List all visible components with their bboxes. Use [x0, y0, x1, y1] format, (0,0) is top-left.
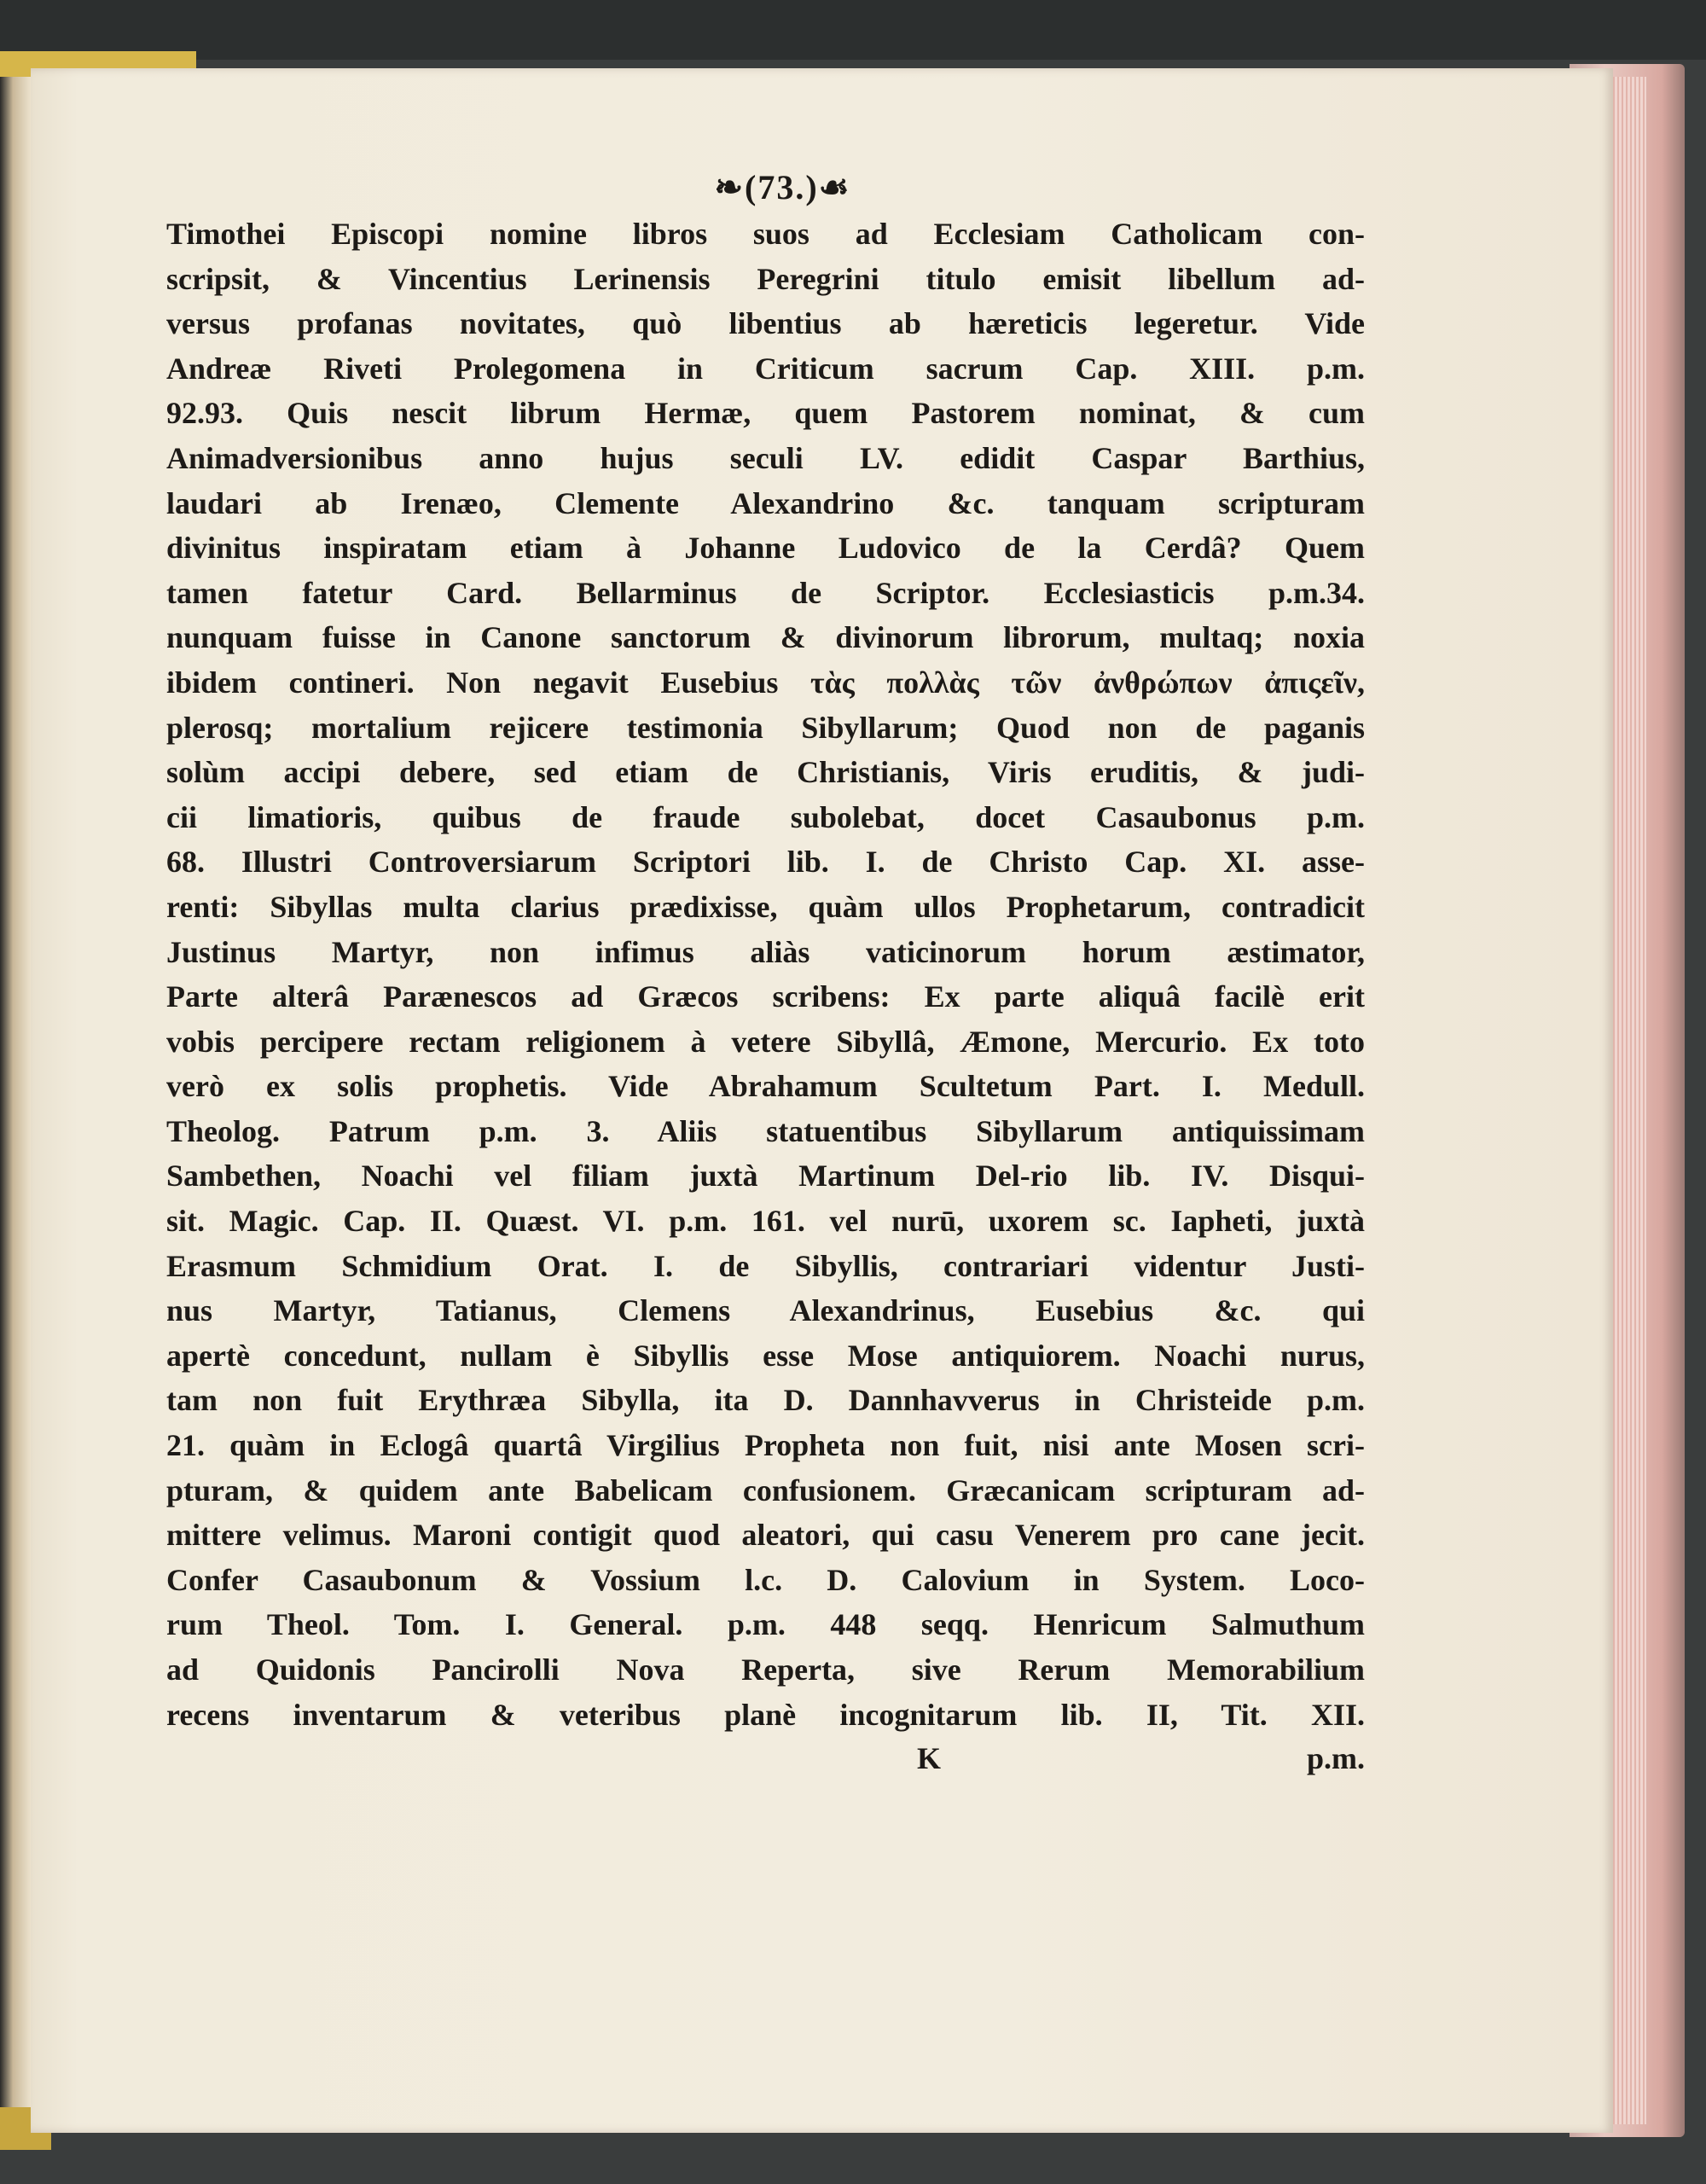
text-line: pturam, & quidem ante Babelicam confusionem. Græcanicam scripturam ad- — [166, 1472, 1365, 1507]
text-line: 68. Illustri Controversiarum Scriptori lib. I. de Christo Cap. XI. asse- — [166, 845, 1365, 880]
text-line: verò ex solis prophetis. Vide Abrahamum Scultetum Part. I. Medull. — [166, 1069, 1365, 1104]
catchword: p.m. — [1306, 1741, 1365, 1776]
book-spine — [0, 51, 32, 2146]
text-line: Animadversionibus anno hujus seculi LV. edidit Caspar Barthius, — [166, 440, 1365, 475]
text-line: 92.93. Quis nescit librum Hermæ, quem Pastorem nominat, & cum — [166, 396, 1365, 431]
text-line: Timothei Episcopi nomine libros suos ad Ecclesiam Catholicam con- — [166, 217, 1365, 251]
text-line: solùm accipi debere, sed etiam de Christianis, Viris eruditis, & judi- — [166, 755, 1365, 790]
text-line: Erasmum Schmidium Orat. I. de Sibyllis, contrariari videntur Justi- — [166, 1248, 1365, 1283]
text-line: cii limatioris, quibus de fraude subolebat, docet Casaubonus p.m. — [166, 799, 1365, 834]
text-line: scripsit, & Vincentius Lerinensis Peregrini titulo emisit libellum ad- — [166, 261, 1365, 296]
page-footer — [166, 1737, 1365, 1780]
page-stack-edge — [1610, 77, 1646, 2124]
text-lines — [166, 212, 1365, 1737]
text-line: ad Quidonis Pancirolli Nova Reperta, sive Rerum Memorabilium — [166, 1653, 1365, 1687]
text-line: laudari ab Irenæo, Clemente Alexandrino &c. tanquam scripturam — [166, 485, 1365, 520]
text-line: Andreæ Riveti Prolegomena in Criticum sacrum Cap. XIII. p.m. — [166, 351, 1365, 386]
text-line: plerosq; mortalium rejicere testimonia Sibyllarum; Quod non de paganis — [166, 710, 1365, 745]
text-line: rum Theol. Tom. I. General. p.m. 448 seqq. Henricum Salmuthum — [166, 1607, 1365, 1642]
text-line: Justinus Martyr, non infimus aliàs vaticinorum horum æstimator, — [166, 934, 1365, 969]
text-line: mittere velimus. Maroni contigit quod aleatori, qui casu Venerem pro cane jecit. — [166, 1518, 1365, 1553]
text-line: vobis percipere rectam religionem à vetere Sibyllâ, Æmone, Mercurio. Ex toto — [166, 1024, 1365, 1059]
text-line: ibidem contineri. Non negavit Eusebius τὰς πολλὰς τῶν ἀνθρώπων ἀπιςεῖν, — [166, 665, 1365, 700]
signature-mark: K — [917, 1741, 942, 1776]
background-top — [0, 0, 1706, 60]
text-line: tam non fuit Erythræa Sibylla, ita D. Dannhavverus in Christeide p.m. — [166, 1383, 1365, 1418]
text-line: recens inventarum & veteribus planè incognitarum lib. II, Tit. XII. — [166, 1697, 1365, 1732]
page-number-header: ❧(73.)☙ — [714, 168, 851, 206]
text-line: 21. quàm in Eclogâ quartâ Virgilius Propheta non fuit, nisi ante Mosen scri- — [166, 1428, 1365, 1463]
text-line: Sambethen, Noachi vel filiam juxtà Martinum Del-rio lib. IV. Disqui- — [166, 1159, 1365, 1194]
text-line: Theolog. Patrum p.m. 3. Aliis statuentibus Sibyllarum antiquissimam — [166, 1113, 1365, 1148]
text-line: Confer Casaubonum & Vossium l.c. D. Calovium in System. Loco- — [166, 1562, 1365, 1597]
text-line: renti: Sibyllas multa clarius prædixisse, quàm ullos Prophetarum, contradicit — [166, 889, 1365, 924]
text-line: sit. Magic. Cap. II. Quæst. VI. p.m. 161. vel nurū, uxorem sc. Iapheti, juxtà — [166, 1204, 1365, 1239]
text-line: nunquam fuisse in Canone sanctorum & divinorum librorum, multaq; noxia — [166, 620, 1365, 655]
text-line: versus profanas novitates, quò libentius ab hæreticis legeretur. Vide — [166, 306, 1365, 341]
text-line: nus Martyr, Tatianus, Clemens Alexandrinus, Eusebius &c. qui — [166, 1293, 1365, 1328]
page-text — [166, 164, 1365, 1780]
text-line: apertè concedunt, nullam è Sibyllis esse Mose antiquiorem. Noachi nurus, — [166, 1338, 1365, 1373]
text-line: tamen fatetur Card. Bellarminus de Scriptor. Ecclesiasticis p.m.34. — [166, 575, 1365, 610]
text-line: divinitus inspiratam etiam à Johanne Ludovico de la Cerdâ? Quem — [166, 531, 1365, 566]
text-line: Parte alterâ Parænescos ad Græcos scribens: Ex parte aliquâ facilè erit — [166, 979, 1365, 1014]
